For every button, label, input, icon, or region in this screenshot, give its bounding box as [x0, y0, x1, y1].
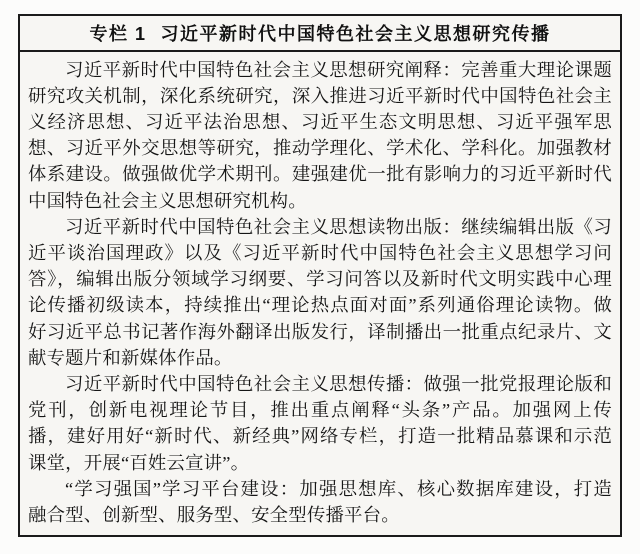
paragraph-xuexi-qiangguo — [28, 476, 612, 528]
body-text-line: 想、习近平外交思想等研究，推动学理化、学术化、学科化。加强教材 — [28, 138, 612, 159]
body-text-line: 献专题片和新媒体作品。 — [28, 347, 233, 368]
body-text-line: 论传播初级读本，持续推出“理论热点面对面”系列通俗理论读物。做 — [28, 295, 612, 316]
body-text-line: 研究攻关机制，深化系统研究，深入推进习近平新时代中国特色社会主 — [28, 85, 612, 106]
body-text-line: 体系建设。做强做优学术期刊。建强建优一批有影响力的习近平新时代 — [28, 164, 612, 185]
body-text-line: 好习近平总书记著作海外翻译出版发行，译制播出一批重点纪录片、文 — [28, 321, 612, 342]
column-body — [20, 52, 620, 529]
body-text-line: 近平谈治国理政》以及《习近平新时代中国特色社会主义思想学习问 — [28, 242, 612, 263]
body-text-line: 习近平新时代中国特色社会主义思想研究阐释：完善重大理论课题 — [65, 59, 612, 80]
body-text-line: 习近平新时代中国特色社会主义思想读物出版：继续编辑出版《习 — [65, 216, 612, 237]
body-text-line: 课堂，开展“百姓云宣讲”。 — [28, 452, 250, 473]
body-text-line: 融合型、创新型、服务型、安全型传播平台。 — [28, 504, 400, 525]
column-title-label: 专栏 1 — [89, 23, 147, 44]
body-text-line: 义经济思想、习近平法治思想、习近平生态文明思想、习近平强军思 — [28, 111, 612, 132]
column-title-bar — [20, 16, 620, 52]
body-text-line: 播，建好用好“新时代、新经典”网络专栏，打造一批精品慕课和示范 — [28, 426, 612, 447]
paragraph-research — [28, 57, 612, 214]
column-title-text: 习近平新时代中国特色社会主义思想研究传播 — [160, 23, 551, 44]
body-text-line: 中国特色社会主义思想研究机构。 — [28, 190, 307, 211]
body-text-line: 习近平新时代中国特色社会主义思想传播：做强一批党报理论版和 — [65, 373, 612, 394]
body-text-line: 党刊，创新电视理论节目，推出重点阐释“头条”产品。加强网上传 — [28, 400, 612, 421]
paragraph-dissemination — [28, 371, 612, 476]
column-panel — [18, 14, 622, 537]
body-text-line: 答》，编辑出版分领域学习纲要、学习问答以及新时代文明实践中心理 — [28, 269, 612, 290]
body-text-line: “学习强国”学习平台建设：加强思想库、核心数据库建设，打造 — [65, 478, 612, 499]
paragraph-publications — [28, 214, 612, 371]
